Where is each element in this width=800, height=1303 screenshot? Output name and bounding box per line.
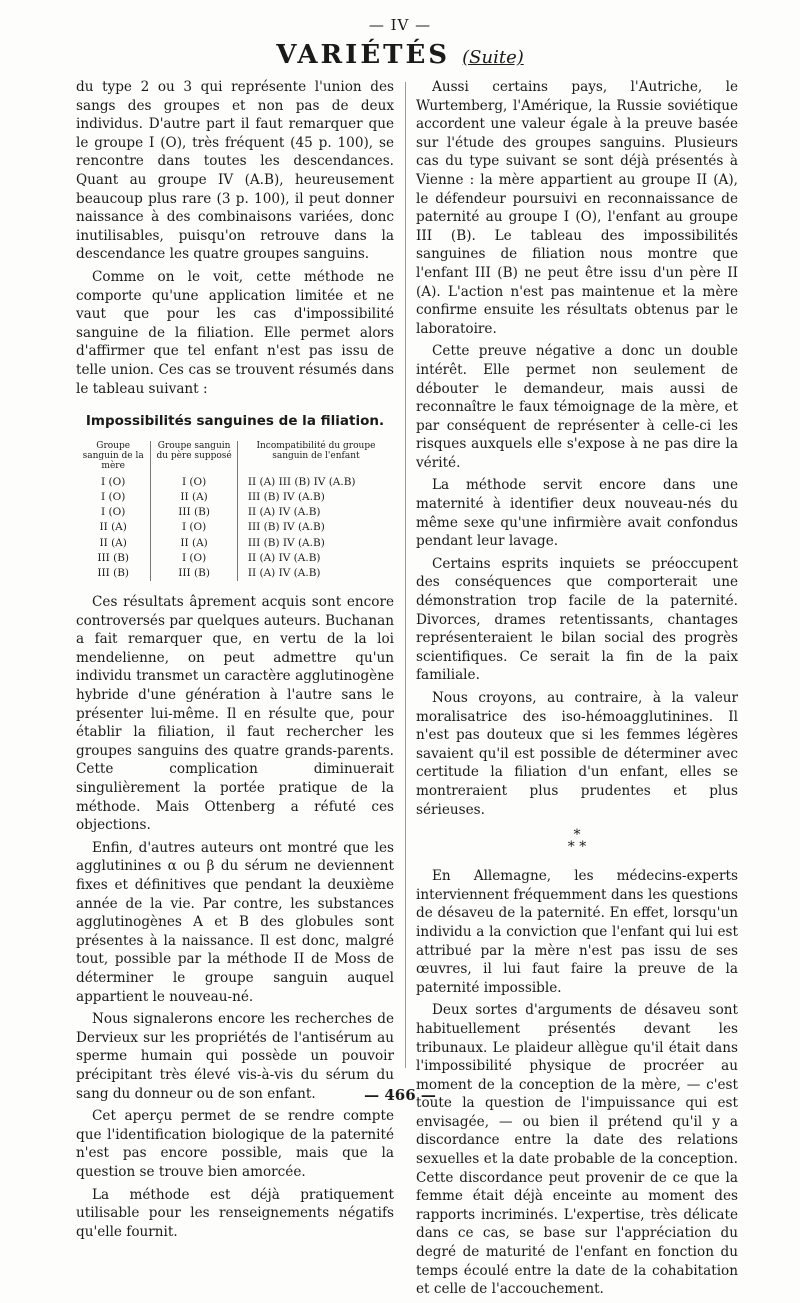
table-row: [76, 505, 394, 520]
cell-mother: III (B): [97, 566, 130, 579]
cell-father: I (O): [151, 520, 238, 535]
cell-incompatibility: II (A) IV (A.B): [237, 566, 394, 581]
cell-incompatibility: II (A) IV (A.B): [237, 551, 394, 566]
table-row: [76, 536, 394, 551]
cell-father: I (O): [151, 475, 238, 490]
asterisk-bottom: * *: [567, 839, 587, 856]
table-row: [76, 520, 394, 535]
cell-mother: I (O): [101, 475, 126, 488]
header-father-group: Groupe sanguin du père supposé: [151, 441, 238, 475]
right-paragraph-3: La méthode servit encore dans une maternité à identifier deux nouveau-nés du même sexe qu'une infirmière avait confondus pendant leur lavage.: [416, 477, 738, 550]
cell-mother: II (A): [99, 521, 127, 534]
right-paragraph-4: Certains esprits inquiets se préoccupent des conséquences que comporterait une démonstration trop facile de la paternité. Divorces, drames retentissants, chantages représenteraient le bilan social des progrès scientifiques. Ce serait la fin de la paix familiale.: [416, 555, 738, 684]
page-title-text: VARIÉTÉS: [276, 40, 451, 70]
page-title: [0, 40, 800, 70]
cell-incompatibility: II (A) III (B) IV (A.B): [237, 475, 394, 490]
cell-incompatibility: III (B) IV (A.B): [237, 536, 394, 551]
table-header-row: [76, 441, 394, 475]
left-paragraph-3: Ces résultats âprement acquis sont encore controversés par quelques auteurs. Buchanan a fait remarquer que, en vertu de la loi mendelienne, on peut admettre qu'un individu transmet un caractère agglutinogène hybride d'une génération à l'autre sans le présenter lui-même. Il en résulte que, pour établir la filiation, il faut rechercher les groupes sanguins des quatre grands-parents. Cette complication diminuerait singulièrement la portée pratique de la méthode. Mais Ottenberg a réfuté ces objections.: [76, 594, 394, 834]
left-paragraph-6: Cet aperçu permet de se rendre compte que l'identification biologique de la paternité n'est pas encore possible, mais que la question se trouve bien amorcée.: [76, 1108, 394, 1180]
column-divider: [405, 82, 406, 1068]
left-paragraph-4: Enfin, d'autres auteurs ont montré que les agglutinines α ou β du sérum ne deviennent fixes et définitives que pendant la deuxième année de la vie. Par contre, les substances agglutinogènes A et B des globules sont présentes à la naissance. Il est donc, malgré tout, possible par la méthode II de Moss de déterminer le groupe sanguin auquel appartient le nouveau-né.: [76, 839, 394, 1005]
table-row: [76, 551, 394, 566]
cell-father: II (A): [151, 490, 238, 505]
cell-mother: I (O): [101, 490, 126, 503]
table-row: [76, 490, 394, 505]
table-title: Impossibilités sanguines de la filiation.: [85, 413, 385, 430]
cell-mother: II (A): [99, 536, 127, 549]
cell-incompatibility: III (B) IV (A.B): [237, 490, 394, 505]
cell-father: I (O): [151, 551, 238, 566]
left-paragraph-1: du type 2 ou 3 qui représente l'union des sangs des groupes et non pas de deux individus. D'autre part il faut remarquer que le groupe I (O), très fréquent (45 p. 100), se rencontre dans toutes les descendances. Quant au groupe IV (A.B), heureusement beaucoup plus rare (3 p. 100), il peut donner naissance à des combinaisons variées, donc inutilisables, puisqu'on retrouve dans la descendance les quatre groupes sanguins.: [76, 79, 394, 263]
cell-mother: III (B): [97, 551, 130, 564]
cell-father: III (B): [151, 566, 238, 581]
page-title-suite: (Suite): [462, 47, 524, 68]
header-child-incompatibility: Incompatibilité du groupe sanguin de l'enfant: [237, 441, 394, 475]
right-paragraph-2: Cette preuve négative a donc un double intérêt. Elle permet non seulement de débouter le demandeur, mais aussi de reconnaître le faux témoignage de la mère, et par conséquent de représenter à celle-ci les risques auxquels elle s'expose à ne pas dire la vérité.: [416, 343, 738, 471]
cell-incompatibility: III (B) IV (A.B): [237, 520, 394, 535]
right-paragraph-7: Deux sortes d'arguments de désaveu sont habituellement présentés devant les tribunaux. Le plaideur allègue qu'il était dans l'impossibilité physique de procréer au moment de la conception de la mère, — c'est toute la question de l'impuissance qui est envisagée, — ou bien il prétend qu'il y a discordance entre la date des relations sexuelles et la date probable de la conception. Cette discordance peut provenir de ce que la femme était déjà enceinte au moment des rapports incriminés. L'expertise, très délicate dans ce cas, se base sur l'appréciation du degré de maturité de l'enfant en fonction du temps écoulé entre la date de la cohabitation et celle de l'accouchement.: [416, 1002, 738, 1298]
page-number: — 466 —: [364, 1086, 436, 1104]
header-mother-group: Groupe sanguin de la mère: [82, 440, 144, 471]
table-row: [76, 566, 394, 581]
left-paragraph-7: La méthode est déjà pratiquement utilisable pour les renseignements négatifs qu'elle fournit.: [76, 1186, 394, 1240]
right-column: [416, 78, 738, 1303]
right-paragraph-5: Nous croyons, au contraire, à la valeur moralisatrice des iso-hémoagglutinines. Il n'est pas douteux que si les femmes légères savaient qu'il est possible de déterminer avec certitude la filiation d'un enfant, elles se montreraient plus prudentes et plus sérieuses.: [416, 690, 738, 818]
cell-incompatibility: II (A) IV (A.B): [237, 505, 394, 520]
left-paragraph-5: Nous signalerons encore les recherches de Dervieux sur les propriétés de l'antisérum au sperme humain qui possède un pouvoir précipitant très élevé vis-à-vis du sérum du sang du donneur ou de son enfant.: [76, 1011, 394, 1102]
left-column: [76, 78, 394, 1245]
cell-father: II (A): [151, 536, 238, 551]
left-paragraph-2: Comme on le voit, cette méthode ne comporte qu'une application limitée et ne vaut que pour les cas d'impossibilité sanguine de la filiation. Elle permet alors d'affirmer que tel enfant n'est pas issu de telle union. Ces cas se trouvent résumés dans le tableau suivant :: [76, 268, 394, 397]
cell-father: III (B): [151, 505, 238, 520]
table-row: [76, 475, 394, 490]
asterisk-top: *: [573, 827, 581, 844]
cell-mother: I (O): [101, 506, 126, 519]
page-section-number: — IV —: [368, 16, 432, 34]
right-paragraph-6: En Allemagne, les médecins-experts interviennent fréquemment dans les questions de désaveu de la paternité. En effet, lorsqu'un individu a la conviction que l'enfant qui lui est attribué par la mère n'est pas issu de ses œuvres, il lui faut faire la preuve de la paternité impossible.: [416, 868, 738, 996]
section-separator-asterisks: [416, 827, 738, 856]
blood-group-table: [76, 441, 394, 581]
right-paragraph-1: Aussi certains pays, l'Autriche, le Wurtemberg, l'Amérique, la Russie soviétique accordent une valeur égale à la preuve basée sur l'étude des groupes sanguins. Plusieurs cas du type suivant se sont déjà présentés à Vienne : la mère appartient au groupe II (A), le défendeur poursuivi en reconnaissance de paternité au groupe I (O), l'enfant au groupe III (B). Le tableau des impossibilités sanguines de filiation nous montre que l'enfant III (B) ne peut être issu d'un père II (A). L'action n'est pas maintenue et la mère confirme ensuite les résultats obtenus par le laboratoire.: [416, 79, 738, 337]
